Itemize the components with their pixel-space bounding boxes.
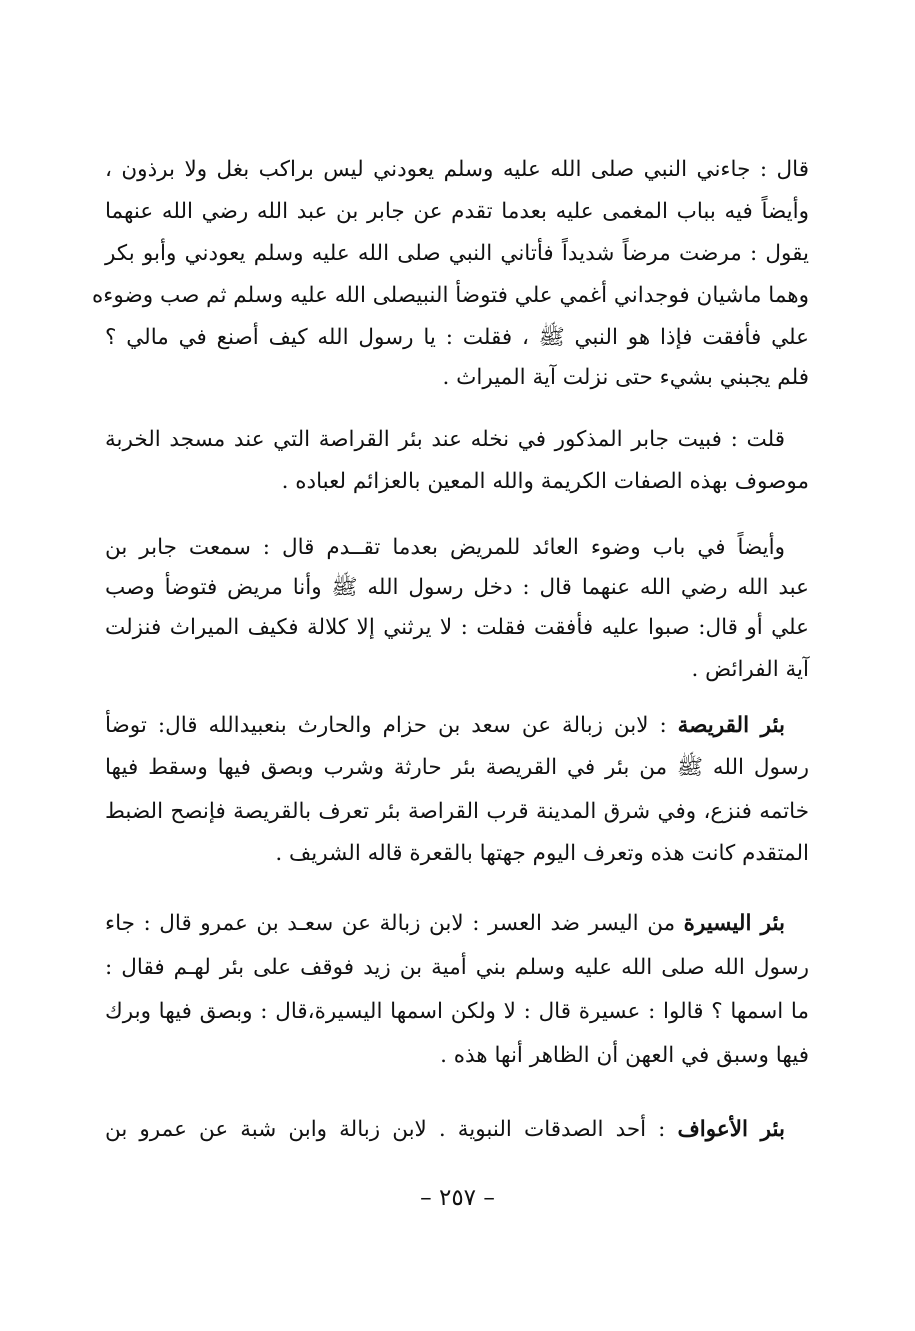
text-line: المتقدم كانت هذه وتعرف اليوم جهتها بالقعرة قاله الشريف . xyxy=(275,841,809,866)
text-span: : لابن زبالة عن سعد بن حزام والحارث بنعبيدالله قال: توضأ xyxy=(105,713,678,738)
text-line xyxy=(105,1110,785,1150)
section-heading: بئر الأعواف xyxy=(677,1117,785,1142)
page-number: – ٢٥٧ – xyxy=(420,1185,495,1211)
text-line: قال : جاءني النبي صلى الله عليه وسلم يعودني ليس براكب بغل ولا برذون ، xyxy=(105,157,809,182)
text-line: موصوف بهذه الصفات الكريمة والله المعين بالعزائم لعباده . xyxy=(281,469,809,494)
text-line: رسول الله صلى الله عليه وسلم بني أمية بن زيد فوقف على بئر لهـم فقال : xyxy=(105,955,809,980)
section-heading: بئر القريصة xyxy=(677,713,785,738)
section-heading: بئر اليسيرة xyxy=(683,911,785,936)
text-line: وأيضاً في باب وضوء العائد للمريض بعدما تقــدم قال : سمعت جابر بن xyxy=(105,535,785,560)
text-line: علي فأفقت فإذا هو النبي ﷺ ، فقلت : يا رسول الله كيف أصنع في مالي ؟ xyxy=(105,325,809,350)
text-span: : أحد الصدقات النبوية . لابن زبالة وابن شبة عن عمرو بن xyxy=(105,1117,678,1142)
text-line: وهما ماشيان فوجداني أغمي علي فتوضأ النبيصلى الله عليه وسلم ثم صب وضوءه xyxy=(92,283,809,308)
text-span: من اليسر ضد العسر : لابن زبالة عن سعـد بن عمرو قال : جاء xyxy=(105,911,684,936)
text-line: يقول : مرضت مرضاً شديداً فأتاني النبي صلى الله عليه وسلم يعودني وأبو بكر xyxy=(105,241,809,266)
text-line: فيها وسبق في العهن أن الظاهر أنها هذه . xyxy=(440,1043,809,1068)
text-line xyxy=(105,706,785,746)
text-line: فلم يجبني بشيء حتى نزلت آية الميراث . xyxy=(442,365,809,390)
text-line: قلت : فبيت جابر المذكور في نخله عند بئر القراصة التي عند مسجد الخربة xyxy=(105,427,785,452)
text-line: عبد الله رضي الله عنهما قال : دخل رسول الله ﷺ وأنا مريض فتوضأ وصب xyxy=(105,575,809,600)
text-line: علي أو قال: صبوا عليه فأفقت فقلت : لا يرثني إلا كلالة فكيف الميراث فنزلت xyxy=(105,615,809,640)
text-line: وأيضاً فيه بباب المغمى عليه بعدما تقدم عن جابر بن عبد الله رضي الله عنهما xyxy=(105,199,809,224)
text-line: آية الفرائض . xyxy=(691,657,809,682)
text-line: رسول الله ﷺ من بئر في القريصة بئر حارثة وشرب وبصق فيها وسقط فيها xyxy=(105,755,809,780)
text-line: خاتمه فنزع، وفي شرق المدينة قرب القراصة بئر تعرف بالقريصة فإنصح الضبط xyxy=(105,799,809,824)
text-line xyxy=(105,904,785,944)
text-line: ما اسمها ؟ قالوا : عسيرة قال : لا ولكن اسمها اليسيرة،قال : وبصق فيها وبرك xyxy=(105,999,809,1024)
